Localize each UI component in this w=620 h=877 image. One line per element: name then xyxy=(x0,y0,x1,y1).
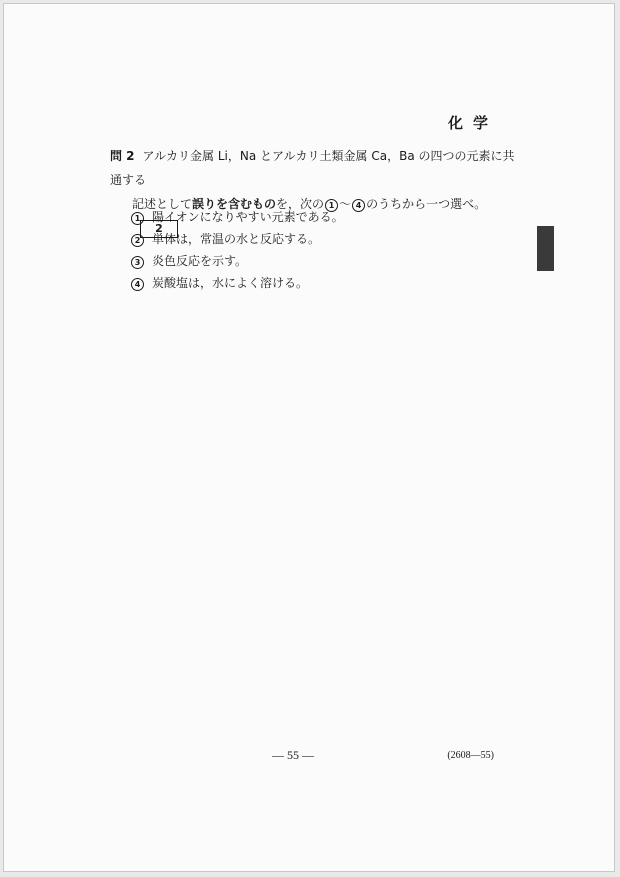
question-text-2c: のうちから一つ選べ。 xyxy=(366,197,487,211)
side-index-tab xyxy=(537,226,554,271)
option-2-marker: 2 xyxy=(131,234,144,247)
option-1 xyxy=(130,206,344,228)
question-text-2b: を，次の xyxy=(276,197,325,211)
range-end-marker: 4 xyxy=(352,199,365,212)
option-3-marker: 3 xyxy=(131,256,144,269)
exam-page xyxy=(3,3,615,872)
subject-heading: 化学 xyxy=(447,114,498,132)
option-1-marker: 1 xyxy=(131,212,144,225)
option-3-text: 炎色反応を示す。 xyxy=(152,254,248,268)
question-emphasis: 誤りを含むもの xyxy=(192,197,277,211)
range-separator: ～ xyxy=(339,197,352,211)
option-4-marker: 4 xyxy=(131,278,144,291)
option-2-text: 単体は，常温の水と反応する。 xyxy=(152,232,321,246)
option-1-text: 陽イオンになりやすい元素である。 xyxy=(152,210,344,224)
range-start-marker: 1 xyxy=(325,199,338,212)
answer-box: 2 xyxy=(140,220,178,238)
option-list xyxy=(130,206,344,294)
option-3 xyxy=(130,250,344,272)
question-text-2a: 記述として xyxy=(132,197,193,211)
page-code: (2608―55) xyxy=(447,750,494,761)
option-4 xyxy=(130,272,344,294)
option-2 xyxy=(130,228,344,250)
page-number: ― 55 ― xyxy=(272,748,314,762)
option-4-text: 炭酸塩は，水によく溶ける。 xyxy=(152,276,309,290)
question-number: 問 2 xyxy=(110,149,135,163)
question-line-1 xyxy=(110,144,520,192)
question-text-1: アルカリ金属 Li，Na とアルカリ土類金属 Ca，Ba の四つの元素に共通する xyxy=(110,149,515,187)
